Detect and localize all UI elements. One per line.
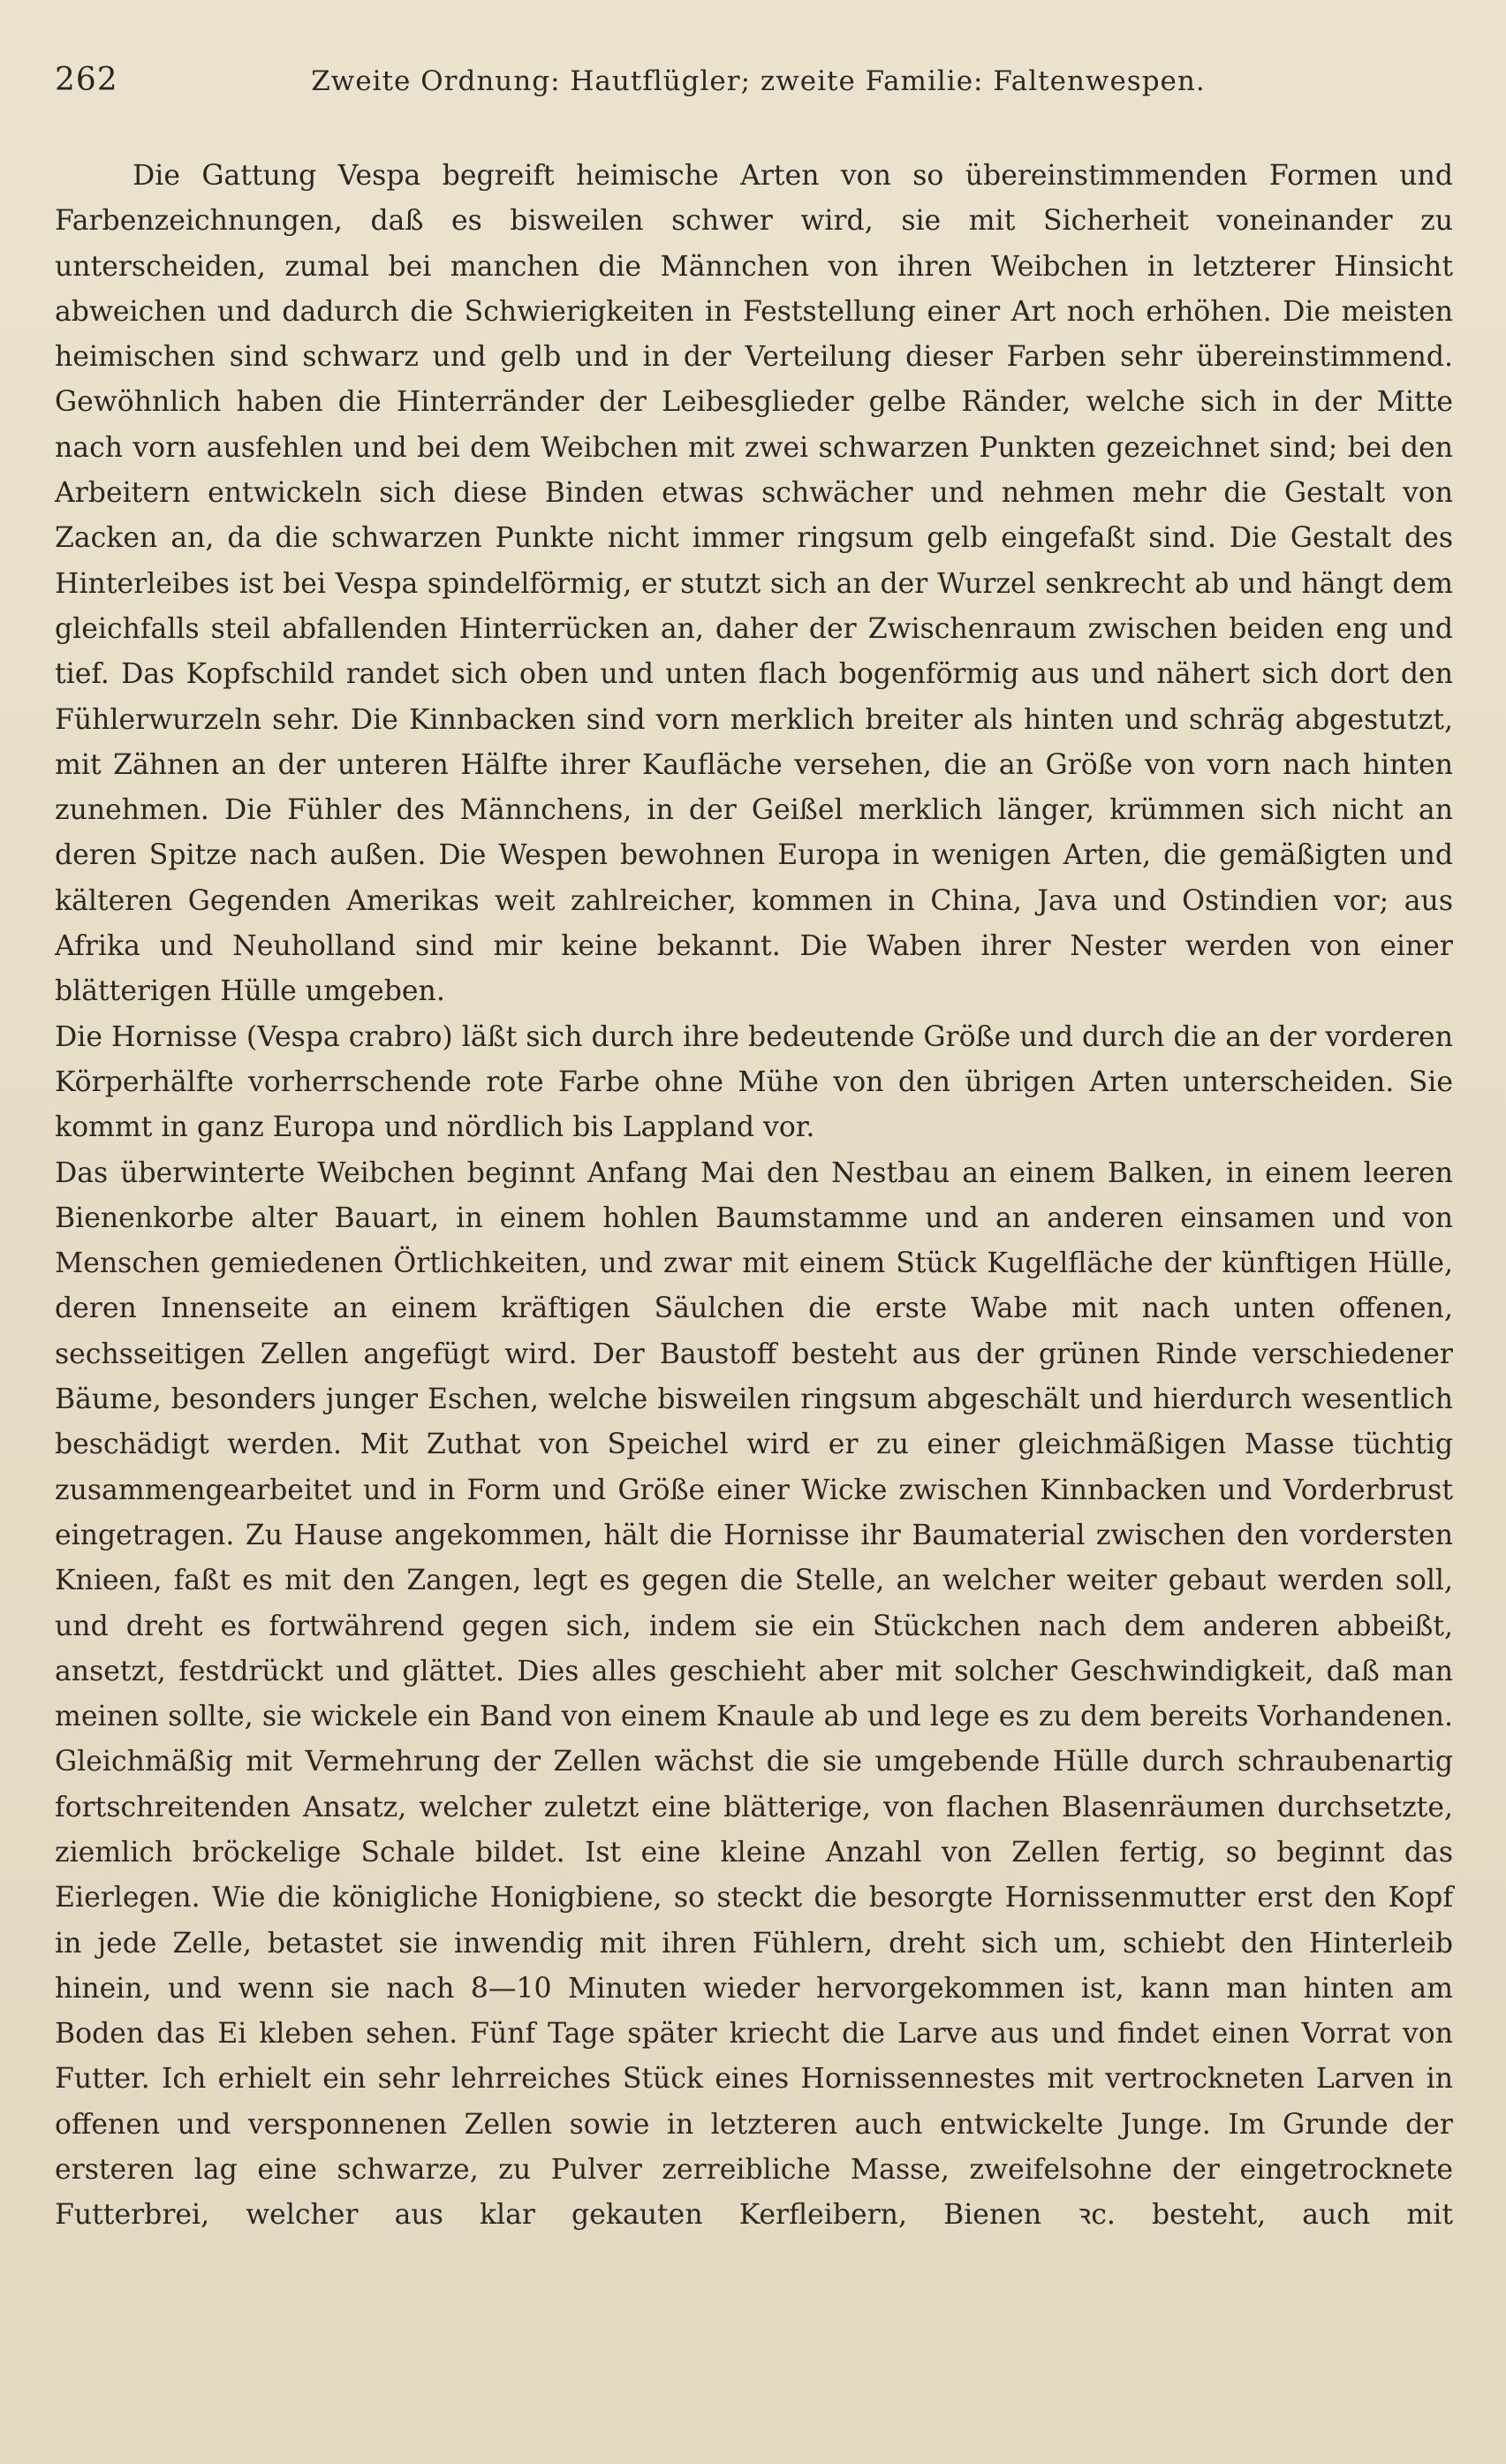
paragraph-genus-vespa: Die Gattung Vespa begreift heimische Arten von so übereinstimmenden Formen und Farbenzeichnungen, daß es bisweilen schwer wird, sie mit Sicherheit voneinander zu unterscheiden, zumal bei manchen die Männchen von ihren Weibchen in letzterer Hinsicht abweichen und dadurch die Schwierigkeiten in Feststellung einer Art noch erhöhen. Die meisten heimischen sind schwarz und gelb und in der Verteilung dieser Farben sehr übereinstimmend. Gewöhnlich haben die Hinterränder der Leibesglieder gelbe Ränder, welche sich in der Mitte nach vorn ausfehlen und bei dem Weibchen mit zwei schwarzen Punkten gezeichnet sind; bei den Arbeitern entwickeln sich diese Binden etwas schwächer und nehmen mehr die Gestalt von Zacken an, da die schwarzen Punkte nicht immer ringsum gelb eingefaßt sind. Die Gestalt des Hinterleibes ist bei Vespa spindelförmig, er stutzt sich an der Wurzel senkrecht ab und hängt dem gleichfalls steil abfallenden Hinterrücken an, daher der Zwischenraum zwischen beiden eng und tief. Das Kopfschild randet sich oben und unten flach bogenförmig aus und nähert sich dort den Fühlerwurzeln sehr. Die Kinnbacken sind vorn merklich breiter als hinten und schräg abgestutzt, mit Zähnen an der unteren Hälfte ihrer Kaufläche versehen, die an Größe von vorn nach hinten zunehmen. Die Fühler des Männchens, in der Geißel merklich länger, krümmen sich nicht an deren Spitze nach außen. Die Wespen bewohnen Europa in wenigen Arten, die gemäßigten und kälteren Gegenden Amerikas weit zahlreicher, kommen in China, Java und Ostindien vor; aus Afrika und Neuholland sind mir keine bekannt. Die Waben ihrer Nester werden von einer blätterigen Hülle umgeben. xyxy=(55,160,1453,1008)
page-body xyxy=(55,154,1453,2239)
page-number: 262 xyxy=(55,62,118,98)
paragraph-hornisse: Die Hornisse (Vespa crabro) läßt sich durch ihre bedeutende Größe und durch die an der vorderen Körperhälfte vorherrschende rote Farbe ohne Mühe von den übrigen Arten unterscheiden. Sie kommt in ganz Europa und nördlich bis Lappland vor. xyxy=(55,1020,1453,1144)
page-header xyxy=(55,62,1453,115)
running-head: Zweite Ordnung: Hautflügler; zweite Familie: Faltenwespen. xyxy=(311,65,1206,97)
paragraph-nestbau: Das überwinterte Weibchen beginnt Anfang Mai den Nestbau an einem Balken, in einem leeren Bienenkorbe alter Bauart, in einem hohlen Baumstamme und an anderen einsamen und von Menschen gemiedenen Örtlichkeiten, und zwar mit einem Stück Kugelfläche der künftigen Hülle, deren Innenseite an einem kräftigen Säulchen die erste Wabe mit nach unten offenen, sechsseitigen Zellen angefügt wird. Der Baustoff besteht aus der grünen Rinde verschiedener Bäume, besonders junger Eschen, welche bisweilen ringsum abgeschält und hierdurch wesentlich beschädigt werden. Mit Zuthat von Speichel wird er zu einer gleichmäßigen Masse tüchtig zusammengearbeitet und in Form und Größe einer Wicke zwischen Kinnbacken und Vorderbrust eingetragen. Zu Hause angekommen, hält die Hornisse ihr Baumaterial zwischen den vordersten Knieen, faßt es mit den Zangen, legt es gegen die Stelle, an welcher weiter gebaut werden soll, und dreht es fortwährend gegen sich, indem sie ein Stückchen nach dem anderen abbeißt, ansetzt, festdrückt und glättet. Dies alles geschieht aber mit solcher Geschwindigkeit, daß man meinen sollte, sie wickele ein Band von einem Knaule ab und lege es zu dem bereits Vorhandenen. Gleichmäßig mit Vermehrung der Zellen wächst die sie umgebende Hülle durch schraubenartig fortschreitenden Ansatz, welcher zuletzt eine blätterige, von flachen Blasenräumen durchsetzte, ziemlich bröckelige Schale bildet. Ist eine kleine Anzahl von Zellen fertig, so beginnt das Eierlegen. Wie die königliche Honigbiene, so steckt die besorgte Hornissenmutter erst den Kopf in jede Zelle, betastet sie inwendig mit ihren Fühlern, dreht sich um, schiebt den Hinterleib hinein, und wenn sie nach 8—10 Minuten wieder hervorgekommen ist, kann man hinten am Boden das Ei kleben sehen. Fünf Tage später kriecht die Larve aus und findet einen Vorrat von Futter. Ich erhielt ein sehr lehrreiches Stück eines Hornissennestes mit vertrockneten Larven in offenen und versponnenen Zellen sowie in letzteren auch entwickelte Junge. Im Grunde der ersteren lag eine schwarze, zu Pulver zerreibliche Masse, zweifelsohne der eingetrocknete Futterbrei, welcher aus klar gekauten Kerfleibern, Bienen ꝛc. besteht, auch mit xyxy=(55,1156,1453,2232)
